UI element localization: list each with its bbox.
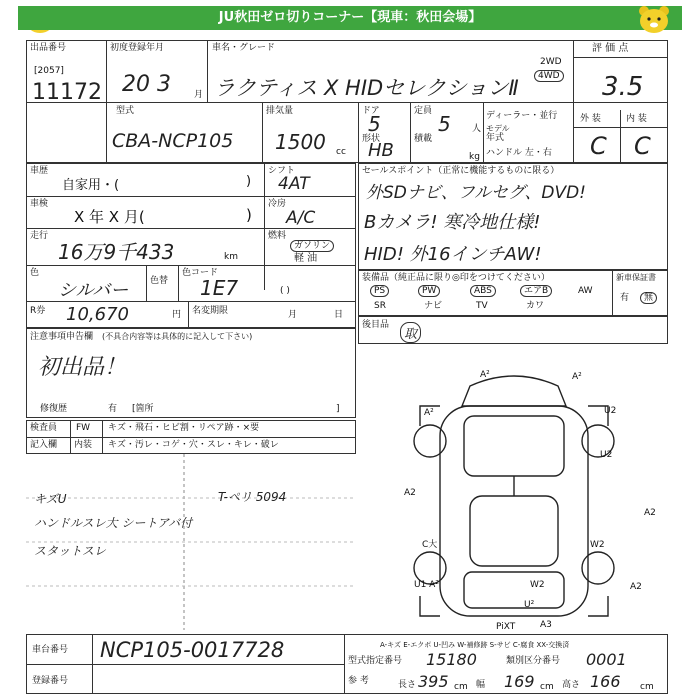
displacement-value: 1500 (275, 130, 326, 154)
sales-point-line-1: 外SDナビ、フルセグ、DVD! (366, 183, 586, 203)
door-value: 5 (368, 112, 381, 136)
ac-label: 冷房 (268, 199, 287, 209)
interior-grade: C (634, 132, 651, 160)
exterior-label: 外 装 (580, 114, 601, 124)
equipment-label: 装備品（純正品に限り◎印をつけてください） (362, 273, 550, 283)
damage-mark: U1 A² (414, 580, 439, 590)
door-label: ドア (362, 106, 380, 116)
inspection-label: 車検 (30, 199, 49, 209)
color-label: 色 (30, 268, 40, 278)
repair-place: [箇所 (132, 404, 154, 414)
model-value: CBA-NCP105 (112, 130, 234, 152)
mascot-icon (636, 4, 672, 34)
fuel-gasoline: ガソリン (290, 240, 334, 252)
fuel-diesel: 軽 油 (294, 253, 318, 264)
damage-mark: W2 (530, 580, 545, 590)
mileage-value: 16万9千433 (58, 240, 175, 264)
repair-close: ] (336, 404, 340, 414)
equipment-leather: カワ (526, 301, 545, 311)
class-number-value: 0001 (586, 650, 627, 669)
notes-value: 初出品！ (38, 355, 127, 380)
free-note-line-2: ハンドルスレ大 シートアバ付 (34, 516, 193, 530)
capacity-unit: 人 (472, 124, 482, 134)
dealer-label: ディーラー・並行 (486, 111, 558, 121)
inspector-label: 検査員 (30, 423, 58, 433)
damage-mark: U2 (600, 450, 613, 460)
inspector-fw: FW (76, 423, 91, 433)
recycle-unit: 円 (172, 310, 182, 320)
notes-label: 注意事項申告欄 (30, 332, 94, 342)
first-registration-label: 初度登録年月 (110, 43, 165, 53)
exterior-grade: C (590, 132, 607, 160)
mileage-label: 走行 (30, 231, 49, 241)
length-unit: cm (454, 682, 468, 692)
height-unit: cm (640, 682, 654, 692)
damage-mark: U² (524, 600, 535, 610)
score-label: 評 価 点 (592, 43, 629, 54)
sales-point-label: セールスポイント（正常に機能するものに限る） (362, 166, 560, 176)
sales-point-line-2: Bカメラ! 寒冷地仕様! (364, 212, 541, 233)
chassis-number: NCP105-0017728 (100, 638, 285, 662)
color-code-label: 色コード (182, 268, 219, 278)
entry-number-label: 出品番号 (30, 43, 67, 53)
reference-label: 参 考 (348, 676, 369, 686)
equipment-tv: TV (476, 301, 488, 311)
free-note-line-1: キズU (34, 492, 67, 506)
length-label: 長さ (398, 680, 417, 690)
shift-value: 4AT (278, 174, 310, 194)
free-note-line-3: スタットスレ (34, 544, 106, 558)
first-registration-value: 20 3 (122, 72, 171, 97)
seat-label: 後目品 (362, 320, 390, 330)
drive-2wd: 2WD (540, 57, 562, 67)
equipment-abs: ABS (470, 285, 496, 297)
notes-sub: (不具合内容等は具体的に記入して下さい) (102, 332, 253, 341)
car-name-value: ラクティス X HIDセレクションⅡ (214, 76, 519, 100)
equipment-pw: PW (418, 285, 440, 297)
shape-label: 形状 (362, 134, 381, 144)
load-unit: kg (469, 152, 480, 162)
damage-mark: PiXT (496, 622, 516, 632)
free-note-right: T-ペリ 5094 (218, 490, 287, 504)
equipment-aw: AW (578, 286, 593, 296)
damage-mark: A2 (404, 488, 416, 498)
car-name-label: 車名・グレード (212, 43, 276, 53)
damage-mark: A2 (630, 582, 642, 592)
new-car-warranty-label: 新車保証書 (616, 273, 656, 282)
damage-mark: C大 (422, 540, 438, 550)
transfer-day: 日 (334, 310, 344, 320)
width-unit: cm (540, 682, 554, 692)
ac-value: A/C (286, 208, 316, 228)
recycle-label: R券 (30, 306, 46, 316)
capacity-value: 5 (438, 112, 451, 136)
model-year-sub: モデル (486, 124, 510, 133)
load-label: 積載 (414, 134, 433, 144)
color-code-value: 1E7 (200, 276, 239, 300)
damage-mark: A2 (644, 508, 656, 518)
recolor-label: 色替 (150, 276, 169, 286)
equipment-airbag: エアB (520, 285, 552, 297)
equipment-sr: SR (374, 301, 386, 311)
damage-mark: W2 (590, 540, 605, 550)
entry-sub-number: [2057] (34, 66, 64, 76)
shift-label: シフト (268, 166, 296, 176)
mileage-unit: km (224, 252, 238, 262)
damage-mark: A² (424, 408, 434, 418)
plate-label: 登録番号 (32, 676, 69, 686)
inspection-value: X 年 X 月( (74, 208, 145, 226)
new-car-warranty-no: 無 (640, 292, 657, 304)
inspector-row-1: キズ・飛石・ヒビ割・リペア跡・×要 (108, 423, 260, 433)
drive-4wd: 4WD (534, 70, 564, 82)
height-label: 高さ (562, 680, 581, 690)
handle-label: ハンドル 左・右 (486, 148, 552, 158)
inspection-close: ) (246, 206, 252, 224)
class-number-label: 類別区分番号 (506, 656, 561, 666)
model-year-label: 年式 (486, 133, 505, 143)
damage-legend: A-キズ E-エクボ U-凹み W-補修跡 S-サビ C-腐食 XX-交換済 (380, 641, 570, 649)
displacement-unit: cc (336, 147, 346, 157)
entry-number: 11172 (32, 80, 102, 105)
model-label: 型式 (116, 106, 135, 116)
repair-history-label: 修復歴 (40, 404, 68, 414)
interior-check-label: 内装 (74, 440, 93, 450)
damage-mark: A3 (540, 620, 552, 630)
history-value: 自家用・( (62, 178, 120, 193)
sales-point-line-3: HID! 外16インチAW! (364, 244, 542, 265)
repair-history-value: 有 (108, 404, 118, 414)
width-value: 169 (504, 672, 535, 691)
type-number-label: 型式指定番号 (348, 656, 403, 666)
capacity-label: 定員 (414, 106, 433, 116)
history-label: 車歴 (30, 166, 49, 176)
fuel-label: 燃料 (268, 231, 287, 241)
seat-value: 取 (400, 322, 421, 343)
equipment-navi: ナビ (424, 301, 443, 311)
damage-mark: A² (572, 372, 582, 382)
type-number-value: 15180 (426, 650, 477, 669)
inspector-row-2: キズ・汚レ・コゲ・穴・スレ・キレ・破レ (108, 440, 279, 450)
new-car-warranty-yes: 有 (620, 293, 630, 303)
displacement-label: 排気量 (266, 106, 294, 116)
shape-value: HB (368, 140, 394, 161)
chassis-label: 車台番号 (32, 645, 69, 655)
equipment-ps: PS (370, 285, 389, 297)
height-value: 166 (590, 672, 621, 691)
interior-label: 内 装 (626, 114, 647, 124)
registration-month-unit: 月 (194, 90, 204, 100)
fuel-paren: ( ) (280, 286, 290, 296)
score-value: 3.5 (602, 72, 644, 102)
entry-field-label: 記入欄 (30, 440, 58, 450)
history-close: ) (246, 174, 252, 189)
damage-mark: A² (480, 370, 490, 380)
transfer-deadline-label: 名変期限 (192, 306, 229, 316)
width-label: 幅 (476, 680, 486, 690)
page-title: JU秋田ゼロ切りコーナー【現車：秋田会場】 (18, 6, 682, 30)
color-value: シルバー (58, 280, 129, 301)
recycle-value: 10,670 (66, 304, 129, 325)
transfer-month: 月 (288, 310, 298, 320)
length-value: 395 (418, 672, 449, 691)
damage-mark: U2 (604, 406, 617, 416)
